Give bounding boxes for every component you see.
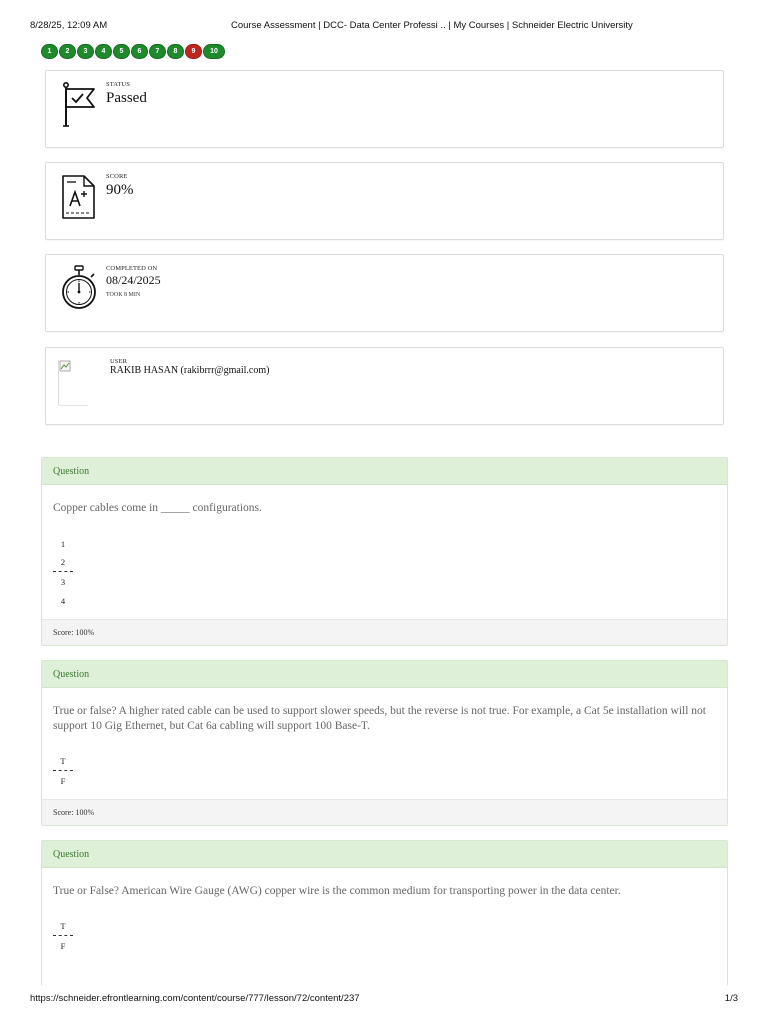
question-header: Question (42, 841, 727, 868)
status-label: STATUS (106, 81, 130, 88)
answer-options (42, 734, 727, 790)
answer-option-selected[interactable]: T (53, 917, 73, 936)
print-url: https://schneider.efrontlearning.com/content/course/777/lesson/72/content/237 (30, 993, 360, 1004)
question-nav-5[interactable]: 5 (113, 44, 130, 59)
completed-label: COMPLETED ON (106, 265, 158, 272)
question-card (41, 457, 728, 646)
question-score: Score: 100% (42, 799, 727, 825)
answer-option[interactable]: F (60, 775, 66, 786)
broken-image-icon (59, 360, 71, 372)
status-value: Passed (106, 90, 147, 106)
question-header: Question (42, 661, 727, 688)
question-header: Question (42, 458, 727, 485)
flag-check-icon (60, 81, 98, 127)
duration-text: TOOK 8 MIN (106, 292, 141, 298)
user-card (45, 347, 724, 425)
question-nav-2[interactable]: 2 (59, 44, 76, 59)
question-text: True or False? American Wire Gauge (AWG) copper wire is the common medium for transporting power in the data center. (53, 885, 621, 897)
question-card (41, 660, 728, 826)
answer-option[interactable]: 3 (60, 576, 66, 587)
score-value: 90% (106, 182, 134, 198)
answer-option[interactable]: F (60, 940, 66, 951)
question-nav-7[interactable]: 7 (149, 44, 166, 59)
question-nav-4[interactable]: 4 (95, 44, 112, 59)
answer-option-selected[interactable]: T (53, 752, 73, 771)
question-nav-8[interactable]: 8 (167, 44, 184, 59)
answer-option[interactable]: 4 (60, 595, 66, 606)
print-header (0, 20, 768, 34)
print-page-title: Course Assessment | DCC- Data Center Professi .. | My Courses | Schneider Electric University (231, 20, 633, 31)
avatar (58, 360, 88, 406)
print-datetime: 8/28/25, 12:09 AM (30, 20, 108, 31)
completed-card (45, 254, 724, 332)
grade-a-plus-icon (60, 173, 98, 219)
question-nav-6[interactable]: 6 (131, 44, 148, 59)
question-navigator (41, 44, 225, 59)
question-score: Score: 100% (42, 619, 727, 645)
answer-options (42, 516, 727, 610)
answer-option-selected[interactable]: 2 (53, 553, 73, 572)
score-label: SCORE (106, 173, 128, 180)
question-nav-1[interactable]: 1 (41, 44, 58, 59)
question-nav-3[interactable]: 3 (77, 44, 94, 59)
question-card (41, 840, 728, 986)
completed-value: 08/24/2025 (106, 273, 161, 287)
user-label: USER (110, 358, 128, 365)
page-number: 1/3 (724, 993, 738, 1004)
question-nav-10[interactable]: 10 (203, 44, 225, 59)
score-card (45, 162, 724, 240)
print-footer (0, 993, 768, 1007)
question-nav-9[interactable]: 9 (185, 44, 202, 59)
answer-options (42, 899, 727, 955)
question-text: True or false? A higher rated cable can be used to support slower speeds, but the reverse is not true. For example, a Cat 5e installation will not support 10 Gig Ethernet, but Cat 6a cabling will support 100 Base-T. (53, 705, 706, 732)
question-text: Copper cables come in _____ configurations. (53, 502, 262, 514)
status-card (45, 70, 724, 148)
stopwatch-icon (60, 265, 98, 311)
answer-option[interactable]: 1 (60, 538, 66, 549)
user-value: RAKIB HASAN (rakibrrr@gmail.com) (110, 365, 270, 376)
